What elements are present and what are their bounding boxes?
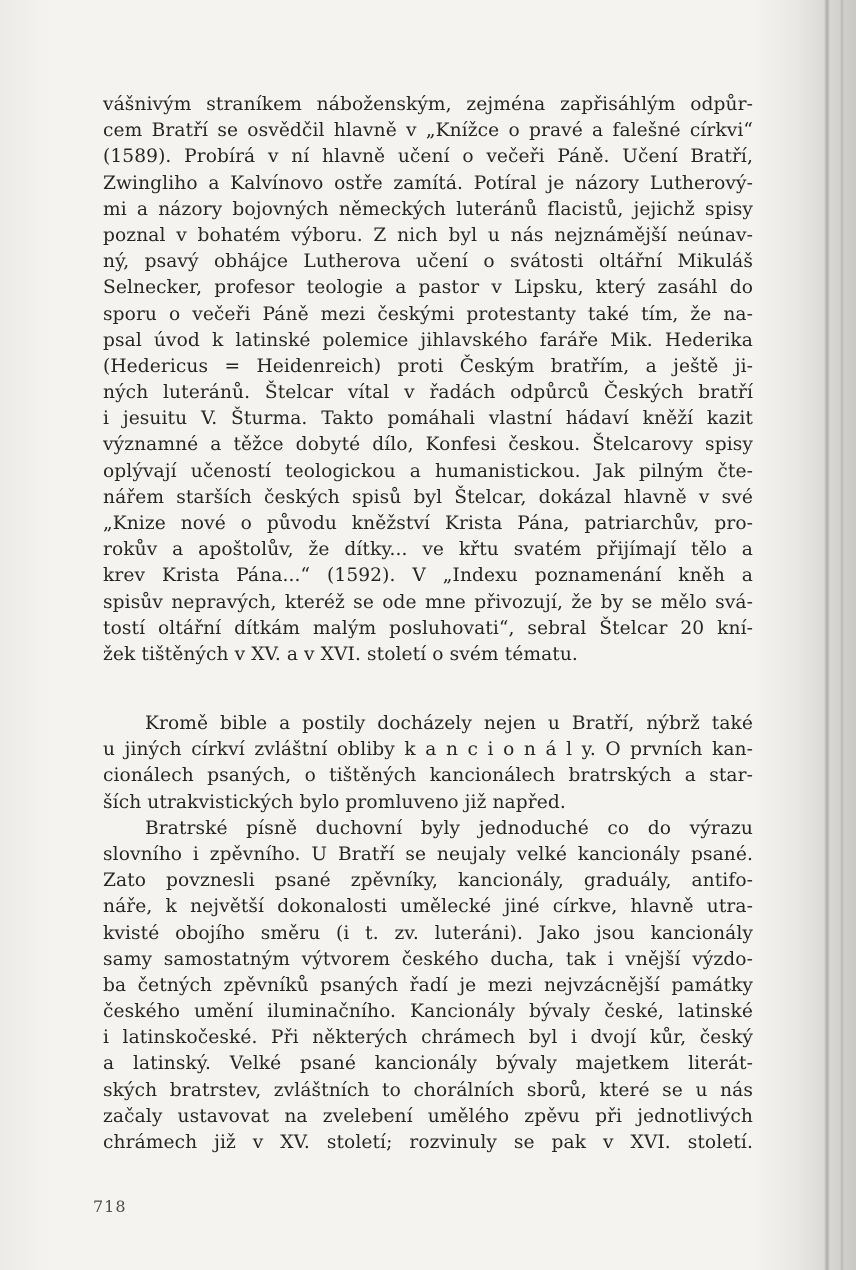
text-line: Bratrské písně duchovní byly jednoduché co do výrazu <box>145 817 753 839</box>
text-line: ských bratrstev, zvláštních to chorálních sborů, které se u nás <box>103 1079 753 1101</box>
text-line: vášnivým straníkem náboženským, zejména zapřisáhlým odpůr- <box>103 94 753 115</box>
text-line: cionálech psaných, o tištěných kancionálech bratrských a star- <box>103 765 753 787</box>
text-line: oplývají učeností teologickou a humanistickou. Jak pilným čte- <box>103 460 753 482</box>
paragraph-kancionaly <box>103 711 753 1156</box>
text-line: chrámech již v XV. století; rozvinuly se pak v XVI. století. <box>103 1132 753 1153</box>
text-line: začaly ustavovat na zvelebení umělého zpěvu při jednotlivých <box>103 1105 753 1127</box>
text-line: „Knize nové o původu kněžství Krista Pána, patriarchův, pro- <box>103 513 753 534</box>
text-line: rokův a apoštolův, že dítky... ve křtu svatém přijímají tělo a <box>103 539 753 561</box>
text-line: i latinskočeské. Při některých chrámech byl i dvojí kůr, český <box>103 1027 753 1049</box>
text-line: tostí oltářní dítkám malým posluhovati“, sebral Štelcar 20 kní- <box>103 617 753 639</box>
text-line: nářem starších českých spisů byl Štelcar, dokázal hlavně v své <box>103 486 753 508</box>
text-line: ba četných zpěvníků psaných řadí je mezi nejvzácnější památky <box>103 974 753 996</box>
text-line: ný, psavý obhájce Lutherova učení o svátosti oltářní Mikuláš <box>103 251 753 273</box>
text-line: (Hedericus = Heidenreich) proti Českým bratřím, a ještě ji- <box>103 355 753 377</box>
text-line: českého umění iluminačního. Kancionály bývaly české, latinské <box>103 1001 753 1023</box>
text-line: Zato povznesli psané zpěvníky, kancionály, graduály, antifo- <box>103 870 753 892</box>
text-line: (1589). Probírá v ní hlavně učení o večeři Páně. Učení Bratří, <box>103 146 753 168</box>
text-line: u jiných církví zvláštní obliby k a n c i o n á l y. O prvních kan- <box>103 739 753 761</box>
text-line: Kromě bible a postily docházely nejen u Bratří, nýbrž také <box>145 713 753 734</box>
text-line: Zwingliho a Kalvínovo ostře zamítá. Potíral je názory Lutherový- <box>103 172 753 194</box>
text-line: kvisté obojího směru (i t. zv. luteráni). Jako jsou kancionály <box>103 922 753 944</box>
text-line: žek tištěných v XV. a v XVI. století o svém tématu. <box>103 643 578 665</box>
page-number: 718 <box>93 1197 127 1216</box>
text-line: ších utrakvistických bylo promluveno již napřed. <box>103 791 566 813</box>
text-line: ných luteránů. Štelcar vítal v řadách odpůrců Českých bratří <box>103 382 753 404</box>
text-line: Selnecker, profesor teologie a pastor v Lipsku, který zasáhl do <box>103 277 753 299</box>
text-line: náře, k největší dokonalosti umělecké jiné církve, hlavně utra- <box>103 896 753 918</box>
text-line: slovního i zpěvního. U Bratří se neujaly velké kancionály psané. <box>103 843 753 865</box>
text-line: sporu o večeři Páně mezi českými protestanty také tím, že na- <box>103 303 753 325</box>
binding-shadow <box>824 0 830 1270</box>
text-line: krev Krista Pána...“ (1592). V „Indexu poznamenání kněh a <box>103 565 753 587</box>
paragraph-continued <box>103 92 753 668</box>
text-line: i jesuitu V. Šturma. Takto pomáhali vlastní hádaví kněží kazit <box>103 408 753 430</box>
text-line: poznal v bohatém výboru. Z nich byl u nás nejznámější neúnav- <box>103 224 753 246</box>
text-line: významné a těžce dobyté dílo, Konfesi českou. Štelcarovy spisy <box>103 434 753 456</box>
text-line: a latinský. Velké psané kancionály bývaly majetkem literát- <box>103 1053 753 1075</box>
page-edge-shadow <box>840 0 844 1270</box>
text-line: cem Bratří se osvědčil hlavně v „Knížce o pravé a falešné církvi“ <box>103 120 753 142</box>
text-line: psal úvod k latinské polemice jihlavského faráře Mik. Hederika <box>103 329 753 351</box>
text-line: samy samostatným výtvorem českého ducha, tak i vnější výzdo- <box>103 948 753 970</box>
text-line: mi a názory bojovných německých luteránů flacistů, jejichž spisy <box>103 198 753 220</box>
text-line: spisův nepravých, kteréž se ode mne přivozují, že by se mělo svá- <box>103 591 753 613</box>
